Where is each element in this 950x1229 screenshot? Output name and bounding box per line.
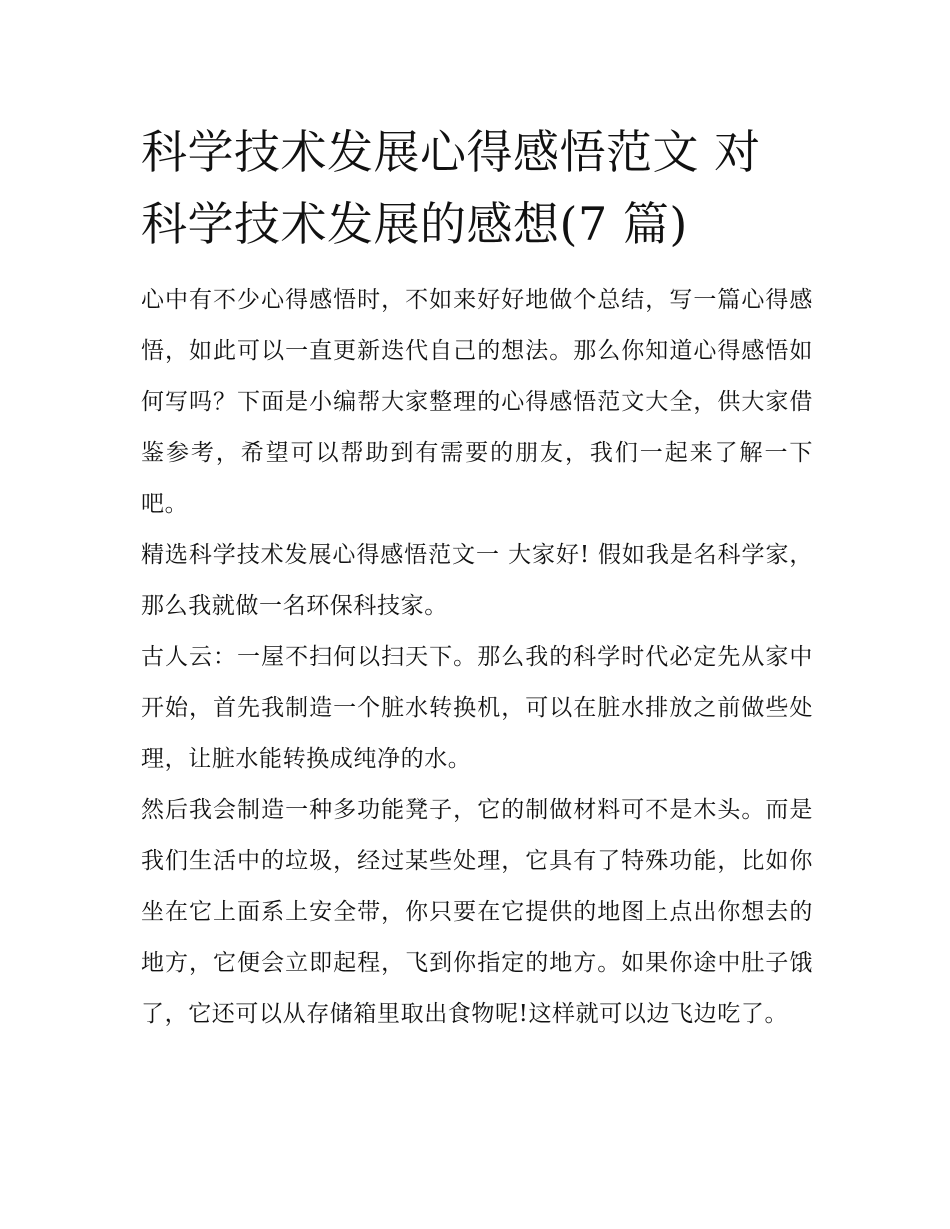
title-line-1: 科学技术发展心得感悟范文 对 — [141, 125, 761, 179]
essay-paragraph-stool: 然后我会制造一种多功能凳子，它的制做材料可不是木头。而是我们生活中的垃圾，经过某些处理，它具有了特殊功能，比如你坐在它上面系上安全带，你只要在它提供的地图上点出你想去的地方，它便会立即起程，飞到你指定的地方。如果你途中肚子饿了，它还可以从存储箱里取出食物呢!这样就可以边飞边吃了。 — [141, 797, 813, 1027]
document-body — [141, 275, 813, 1040]
title-line-2: 科学技术发展的感想(7 篇) — [141, 197, 688, 251]
essay-opening-paragraph: 精选科学技术发展心得感悟范文一 大家好! 假如我是名科学家，那么我就做一名环保科技家。 — [141, 542, 813, 619]
essay-paragraph-water: 古人云：一屋不扫何以扫天下。那么我的科学时代必定先从家中开始，首先我制造一个脏水转换机，可以在脏水排放之前做些处理，让脏水能转换成纯净的水。 — [141, 644, 813, 772]
intro-paragraph: 心中有不少心得感悟时，不如来好好地做个总结，写一篇心得感悟，如此可以一直更新迭代自己的想法。那么你知道心得感悟如何写吗？下面是小编帮大家整理的心得感悟范文大全，供大家借鉴参考，希望可以帮助到有需要的朋友，我们一起来了解一下吧。 — [141, 287, 813, 517]
document-title — [141, 116, 821, 260]
